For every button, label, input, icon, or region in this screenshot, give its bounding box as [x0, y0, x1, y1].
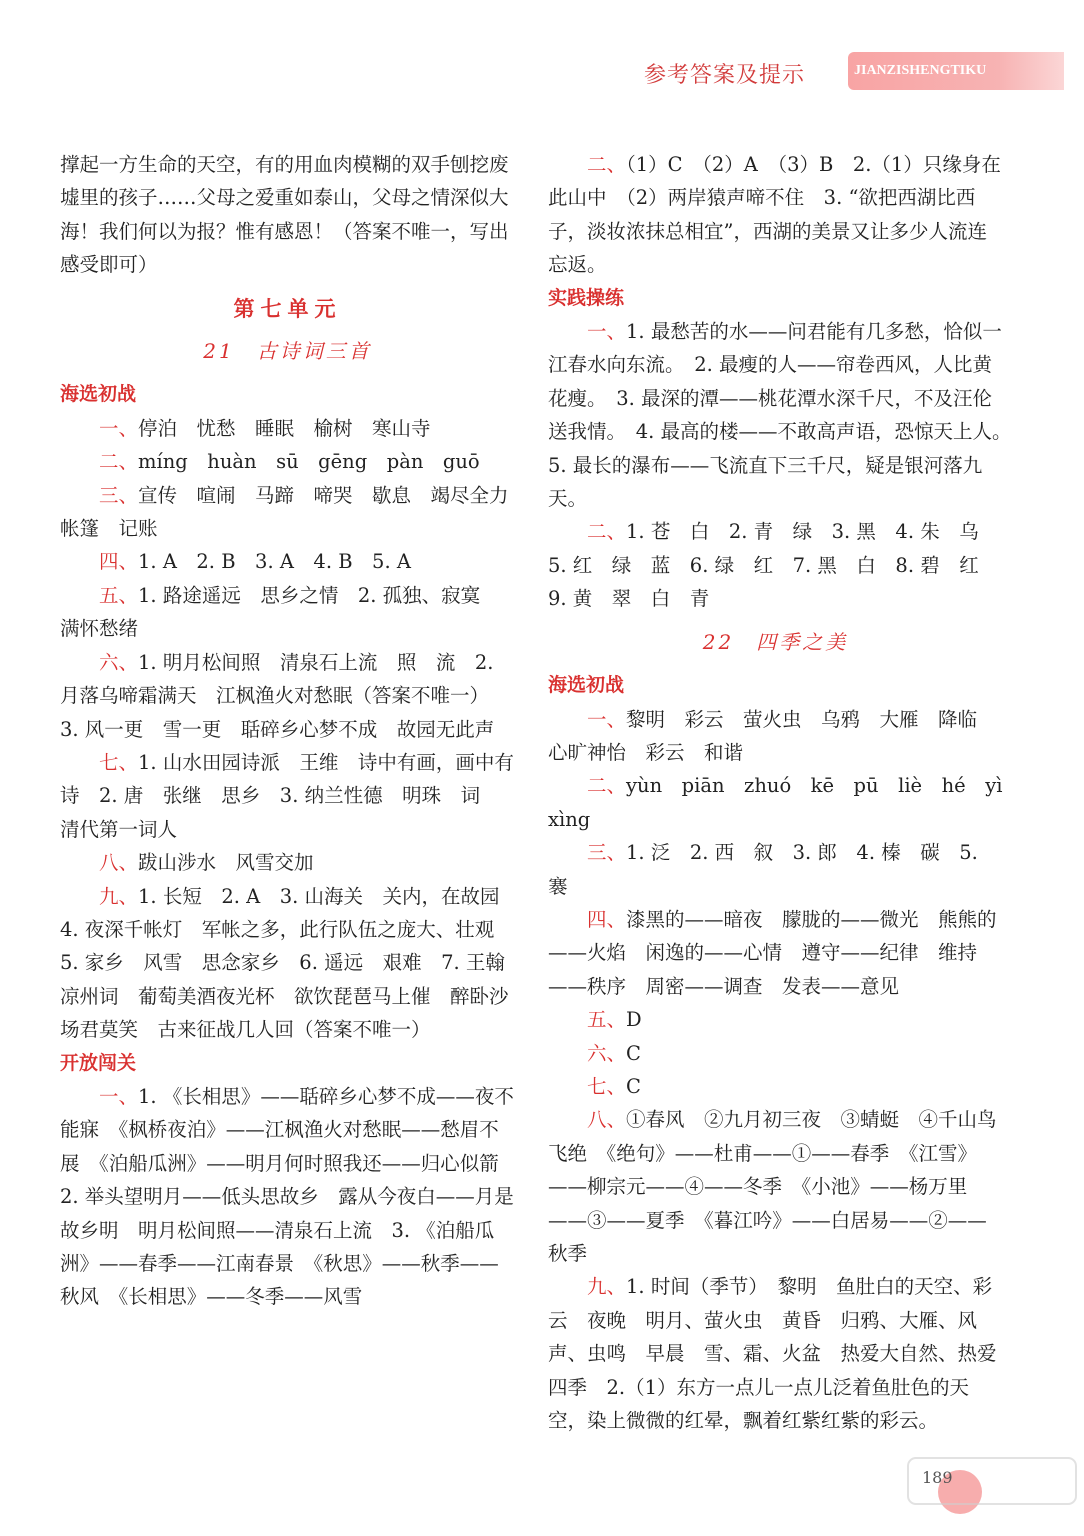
answer-item [60, 579, 515, 646]
item-marker: 九、 [587, 1275, 627, 1299]
item-text: míng huàn sū gēng pàn guō [138, 450, 480, 474]
item-marker: 二、 [587, 520, 627, 544]
item-marker: 一、 [587, 707, 627, 731]
answer-item [548, 836, 1003, 903]
answer-item [60, 479, 529, 546]
lesson-title: 古诗词三首 [256, 339, 372, 364]
item-text: 宣传 喧闹 马蹄 啼哭 歇息 竭尽全力 帐篷 记账 [60, 483, 529, 541]
item-marker: 二、 [99, 450, 139, 474]
item-marker: 四、 [587, 907, 627, 931]
item-text: 1. 明月松间照 清泉石上流 照 流 2. 月落乌啼霜满天 江枫渔火对愁眠（答案不唯一） 3. 风一更 雪一更 聒碎乡心梦不成 故园无此声 [60, 650, 499, 741]
section-heading: 实践操练 [548, 286, 625, 309]
item-text: 1. 路途遥远 思乡之情 2. 孤独、寂寞 满怀愁绪 [60, 583, 500, 641]
answer-item [548, 1103, 1003, 1270]
item-marker: 二、 [587, 774, 627, 798]
lesson-22-heading [548, 626, 1003, 659]
item-text: 跋山涉水 风雪交加 [138, 851, 314, 875]
item-marker: 七、 [587, 1074, 627, 1098]
answer-item [60, 1080, 519, 1314]
answer-item [548, 1270, 1003, 1437]
item-marker: 四、 [99, 550, 139, 574]
intro-paragraph: 撑起一方生命的天空，有的用血肉模糊的双手刨挖废墟里的孩子……父母之爱重如泰山，父母之情深似大海！我们何以为报？惟有感恩！（答案不唯一，写出感受即可） [60, 153, 509, 277]
section-heading: 开放闯关 [60, 1051, 137, 1074]
answer-item [548, 515, 1003, 615]
item-text: 1. 苍 白 2. 青 绿 3. 黑 4. 朱 乌 5. 红 绿 蓝 6. 绿 红 7. 黑 白 8. 碧 红 9. 黄 翠 白 青 [548, 520, 999, 611]
answer-item [548, 148, 1003, 282]
item-text: 黎明 彩云 萤火虫 乌鸦 大雁 降临 心旷神怡 彩云 和谐 [548, 707, 997, 764]
item-marker: 三、 [99, 483, 139, 507]
right-column [548, 148, 1022, 1437]
answer-item [60, 880, 525, 1047]
item-text: 1. 《长相思》——聒碎乡心梦不成——夜不能寐 《枫桥夜泊》——江枫渔火对愁眠——愁眉不展 《泊船瓜洲》——明月何时照我还——归心似箭 2. 举头望明月——低头思故乡 露从今夜白——月是故乡明 明月松间照——清泉石上流 3. 《泊船瓜洲》——春季——江南春景 《秋思》——秋季——秋风 《长相思》——冬季——风雪 [60, 1084, 519, 1309]
answer-item [60, 846, 515, 879]
answer-item [548, 1070, 1003, 1103]
item-text: ①春风 ②九月初三夜 ③蜻蜓 ④千山鸟飞绝 《绝句》——杜甫——①——春季 《江雪》——柳宗元——④——冬季 《小池》——杨万里——③——夏季 《暮江吟》——白居易——②——秋季 [548, 1108, 997, 1265]
lesson-number: 22 [702, 629, 735, 654]
item-text: yùn piān zhuó kē pū liè hé yì xìng [548, 774, 1022, 831]
item-marker: 五、 [587, 1008, 627, 1032]
item-text: 1. 泛 2. 西 叙 3. 郎 4. 榛 碳 5. 褰 [548, 841, 978, 898]
item-text: C [626, 1041, 641, 1065]
answer-item [60, 646, 515, 746]
header-badge: JIANZISHENGTIKU [848, 52, 1064, 90]
unit-title: 第七单元 [233, 295, 342, 321]
item-marker: 七、 [99, 750, 139, 774]
item-text: D [626, 1008, 642, 1032]
item-marker: 六、 [587, 1041, 627, 1065]
item-marker: 八、 [99, 851, 139, 875]
section-heading: 海选初战 [548, 674, 625, 697]
item-marker: 一、 [587, 320, 627, 344]
item-marker: 一、 [99, 416, 139, 440]
answer-item [548, 769, 1022, 836]
answer-item [60, 545, 515, 578]
item-text: C [626, 1074, 641, 1098]
answer-item [548, 1003, 1003, 1036]
item-marker: 二、 [587, 153, 627, 176]
item-text: 1. 时间（季节） 黎明 鱼肚白的天空、彩云 夜晚 明月、萤火虫 黄昏 归鸦、大雁、风声、虫鸣 早晨 雪、霜、火盆 热爱大自然、热爱四季 2.（1）东方一点儿一点儿泛着鱼肚色的天空，染上微微的红晕，飘着红紫红紫的彩云。 [548, 1275, 997, 1433]
item-marker: 一、 [99, 1084, 139, 1108]
item-text: 1. A 2. B 3. A 4. B 5. A [138, 550, 411, 574]
section-heading: 海选初战 [60, 383, 137, 406]
answer-item [60, 445, 515, 478]
item-marker: 八、 [587, 1108, 627, 1132]
item-marker: 九、 [99, 884, 139, 908]
item-text: 1. 最愁苦的水——问君能有几多愁，恰似一江春水向东流。 2. 最瘦的人——帘卷西风，人比黄花瘦。 3. 最深的潭——桃花潭水深千尺，不及汪伦送我情。 4. 最高的楼——不敢高声语，恐惊天上人。 5. 最长的瀑布——飞流直下三千尺，疑是银河落九天。 [548, 320, 1022, 511]
answer-item [548, 1037, 1003, 1070]
item-text: （1）C （2）A （3）B 2.（1）只缘身在此山中 （2）两岸猿声啼不住 3. “欲把西湖比西子，淡妆浓抹总相宜”，西湖的美景又让多少人流连忘返。 [548, 153, 1001, 277]
answer-item [548, 903, 1003, 1003]
answer-item [548, 315, 1022, 515]
left-column [60, 148, 529, 1314]
page-number: 189 [922, 1468, 953, 1487]
item-marker: 五、 [99, 583, 139, 607]
lesson-title: 四季之美 [756, 629, 849, 654]
lesson-21-heading [60, 335, 515, 368]
item-text: 1. 长短 2. A 3. 山海关 关内，在故园 4. 夜深千帐灯 军帐之多，此行队伍之庞大、壮观 5. 家乡 风雪 思念家乡 6. 遥远 艰难 7. 王翰 凉州词 葡萄美酒夜光杯 欲饮琵琶马上催 醉卧沙场君莫笑 古来征战几人回（答案不唯一） [60, 884, 525, 1042]
header-title: 参考答案及提示 [644, 63, 806, 88]
answer-item [60, 746, 515, 846]
answer-item [60, 412, 515, 445]
item-text: 1. 山水田园诗派 王维 诗中有画，画中有诗 2. 唐 张继 思乡 3. 纳兰性德 明珠 词 清代第一词人 [60, 750, 514, 841]
answer-item [548, 703, 1003, 770]
item-marker: 三、 [587, 841, 627, 865]
item-marker: 六、 [99, 650, 139, 674]
item-text: 漆黑的——暗夜 朦胧的——微光 熊熊的——火焰 闲逸的——心情 遵守——纪律 维持——秩序 周密——调查 发表——意见 [548, 907, 997, 998]
lesson-number: 21 [203, 339, 235, 364]
item-text: 停泊 忧愁 睡眠 榆树 寒山寺 [138, 416, 431, 440]
